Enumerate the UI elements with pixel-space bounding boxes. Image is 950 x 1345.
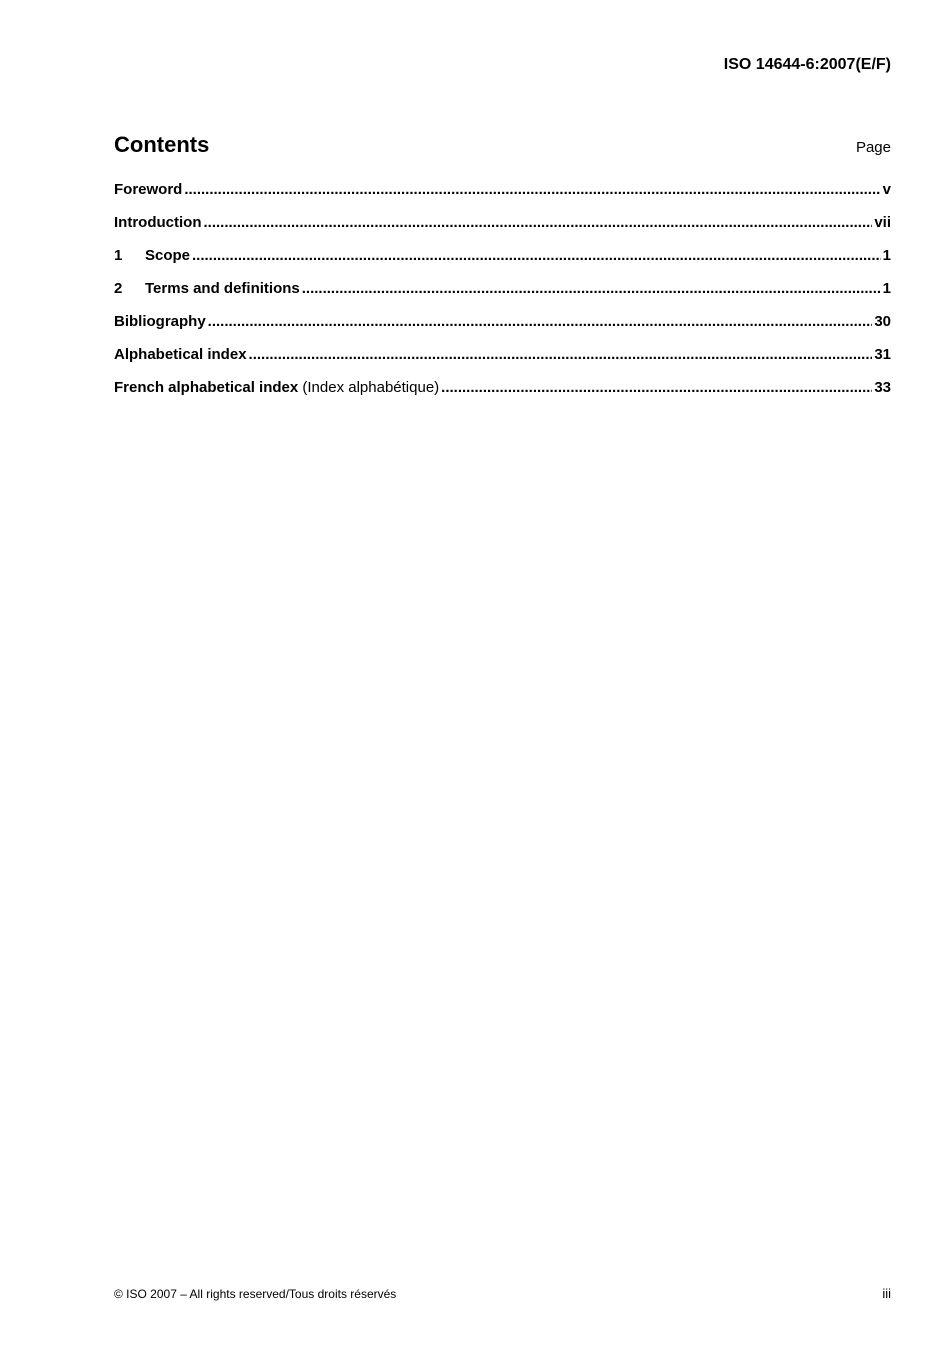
toc-entry[interactable] <box>114 247 891 280</box>
toc-dot-leader <box>192 247 881 264</box>
toc-entry-title: Terms and definitions <box>145 280 300 297</box>
toc-entry-title: French alphabetical index <box>114 379 299 396</box>
toc-entry[interactable] <box>114 346 891 379</box>
toc-entry-page: 31 <box>874 346 891 363</box>
toc-entry-title: Alphabetical index <box>114 346 247 363</box>
toc-entry[interactable] <box>114 280 891 313</box>
footer-copyright: © ISO 2007 – All rights reserved/Tous droits réservés <box>114 1287 397 1301</box>
toc-dot-leader <box>208 313 873 330</box>
contents-header <box>114 132 891 162</box>
toc-dot-leader <box>203 214 872 231</box>
toc-dot-leader <box>441 379 872 396</box>
toc-entry[interactable] <box>114 379 891 412</box>
toc-entry-page: 1 <box>882 280 891 297</box>
toc-entry-number: 2 <box>114 280 123 297</box>
toc-entry-number: 1 <box>114 247 123 264</box>
toc-entry-page: 33 <box>874 379 891 396</box>
contents-title: Contents <box>114 132 210 157</box>
toc-entry[interactable] <box>114 214 891 247</box>
table-of-contents <box>114 181 891 412</box>
toc-dot-leader <box>302 280 881 297</box>
toc-dot-leader <box>249 346 873 363</box>
toc-entry-title: Introduction <box>114 214 202 231</box>
toc-entry-page: 30 <box>874 313 891 330</box>
document-id: ISO 14644-6:2007(E/F) <box>723 56 891 73</box>
page-column-label: Page <box>855 139 891 156</box>
footer-page-number: iii <box>882 1286 891 1301</box>
toc-entry-title: Bibliography <box>114 313 206 330</box>
toc-entry-page: vii <box>874 214 891 231</box>
toc-entry-title: Foreword <box>114 181 183 198</box>
toc-dot-leader <box>184 181 880 198</box>
toc-entry-subtitle: (Index alphabétique) <box>302 379 440 396</box>
toc-entry-page: 1 <box>882 247 891 264</box>
toc-entry-page: v <box>882 181 891 198</box>
toc-entry[interactable] <box>114 181 891 214</box>
toc-entry-title: Scope <box>145 247 191 264</box>
toc-entry[interactable] <box>114 313 891 346</box>
